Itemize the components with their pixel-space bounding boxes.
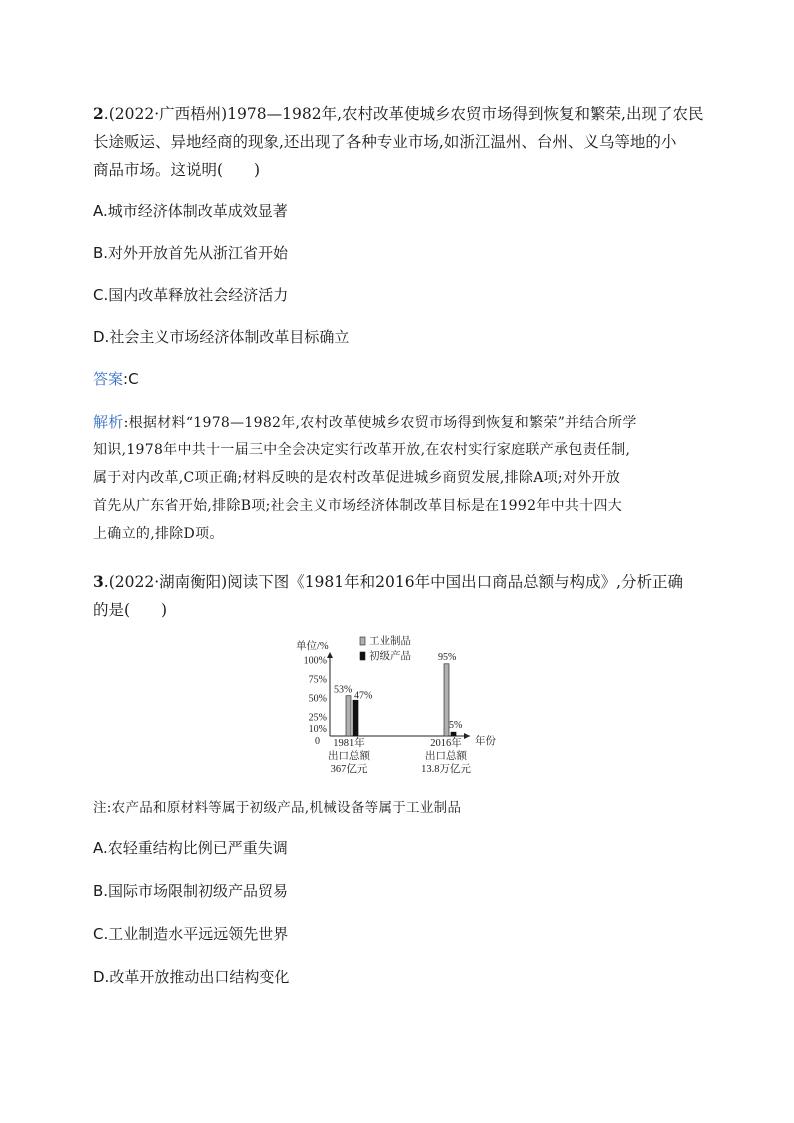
legend-swatch [360, 652, 365, 660]
data-label: 47% [354, 690, 373, 702]
q3-option-b: B.国际市场限制初级产品贸易 [93, 882, 289, 900]
explanation-text-1: :根据材料“1978—1982年,农村改革使城乡农贸市场得到恢复和繁荣”并结合所学 [123, 415, 637, 431]
explanation-label: 解析 [93, 413, 124, 431]
q3-note: 注:农产品和原材料等属于初级产品,机械设备等属于工业制品 [93, 800, 462, 816]
export-composition-chart [290, 632, 520, 782]
x-tick-label-total: 13.8万亿元 [421, 764, 471, 775]
q3-option-a: A.农轻重结构比例已严重失调 [93, 839, 288, 857]
data-label: 95% [438, 651, 457, 663]
x-axis-label: 年份 [475, 736, 496, 747]
q2-stem-line-1 [93, 100, 703, 128]
q3-stem-text-1: .(2022·湖南衡阳)阅读下图《1981年和2016年中国出口商品总额与构成》,分析正确 [103, 573, 684, 591]
x-axis-arrow [464, 733, 470, 739]
q3-stem-line-1 [93, 568, 683, 596]
q2-explanation-line-1 [93, 411, 637, 432]
q3-option-d: D.改革开放推动出口结构变化 [93, 968, 290, 986]
bar-primary-1 [451, 732, 456, 736]
data-label: 5% [449, 720, 463, 731]
y-tick-label: 25% [308, 712, 327, 724]
bar-primary-0 [353, 700, 358, 736]
q2-explanation-line-4: 首先从广东省开始,排除B项;社会主义市场经济体制改革目标是在1992年中共十四大 [93, 498, 623, 514]
x-tick-label-sub: 出口总额 [425, 751, 467, 762]
x-tick-label-total: 367亿元 [330, 764, 368, 775]
y-tick-label: 100% [303, 655, 327, 667]
q2-explanation-line-3: 属于对内改革,C项正确;材料反映的是农村改革促进城乡商贸发展,排除A项;对外开放 [93, 470, 621, 486]
y-tick-label: 75% [308, 674, 327, 686]
y-tick-label: 50% [308, 693, 327, 705]
bar-industrial-0 [346, 696, 351, 736]
q2-option-d: D.社会主义市场经济体制改革目标确立 [93, 328, 350, 346]
y-tick-label: 10% [308, 723, 327, 735]
x-tick-label-year: 1981年 [333, 738, 365, 749]
data-label: 53% [334, 684, 353, 696]
x-tick-label-year: 2016年 [430, 738, 462, 749]
x-tick-label-sub: 出口总额 [328, 751, 370, 762]
y-axis-arrow [327, 652, 333, 658]
q3-option-c: C.工业制造水平远远领先世界 [93, 925, 289, 943]
legend-label: 初级产品 [369, 651, 411, 662]
legend-swatch [360, 637, 365, 645]
q2-option-b: B.对外开放首先从浙江省开始 [93, 244, 289, 262]
answer-label: 答案 [93, 370, 124, 388]
q2-number: 2 [93, 104, 104, 123]
q3-number: 3 [93, 572, 104, 591]
y-axis-label: 单位/% [296, 641, 329, 652]
q2-explanation-line-5: 上确立的,排除D项。 [93, 526, 224, 542]
q3-stem-line-2: 的是( ) [93, 601, 168, 619]
q2-option-c: C.国内改革释放社会经济活力 [93, 286, 289, 304]
q2-explanation-line-2: 知识,1978年中共十一届三中全会决定实行改革开放,在农村实行家庭联产承包责任制, [93, 442, 631, 458]
legend-label: 工业制品 [369, 636, 411, 647]
q2-option-a: A.城市经济体制改革成效显著 [93, 202, 288, 220]
q2-stem-text-1: .(2022·广西梧州)1978—1982年,农村改革使城乡农贸市场得到恢复和繁荣,出现了农民 [103, 105, 704, 123]
q2-stem-line-2: 长途贩运、异地经商的现象,还出现了各种专业市场,如浙江温州、台州、义乌等地的小 [93, 133, 677, 151]
q2-stem-line-3: 商品市场。这说明( ) [93, 161, 261, 179]
q2-answer [93, 368, 139, 389]
y-tick-label: 0 [315, 736, 320, 747]
answer-value: :C [123, 370, 139, 388]
